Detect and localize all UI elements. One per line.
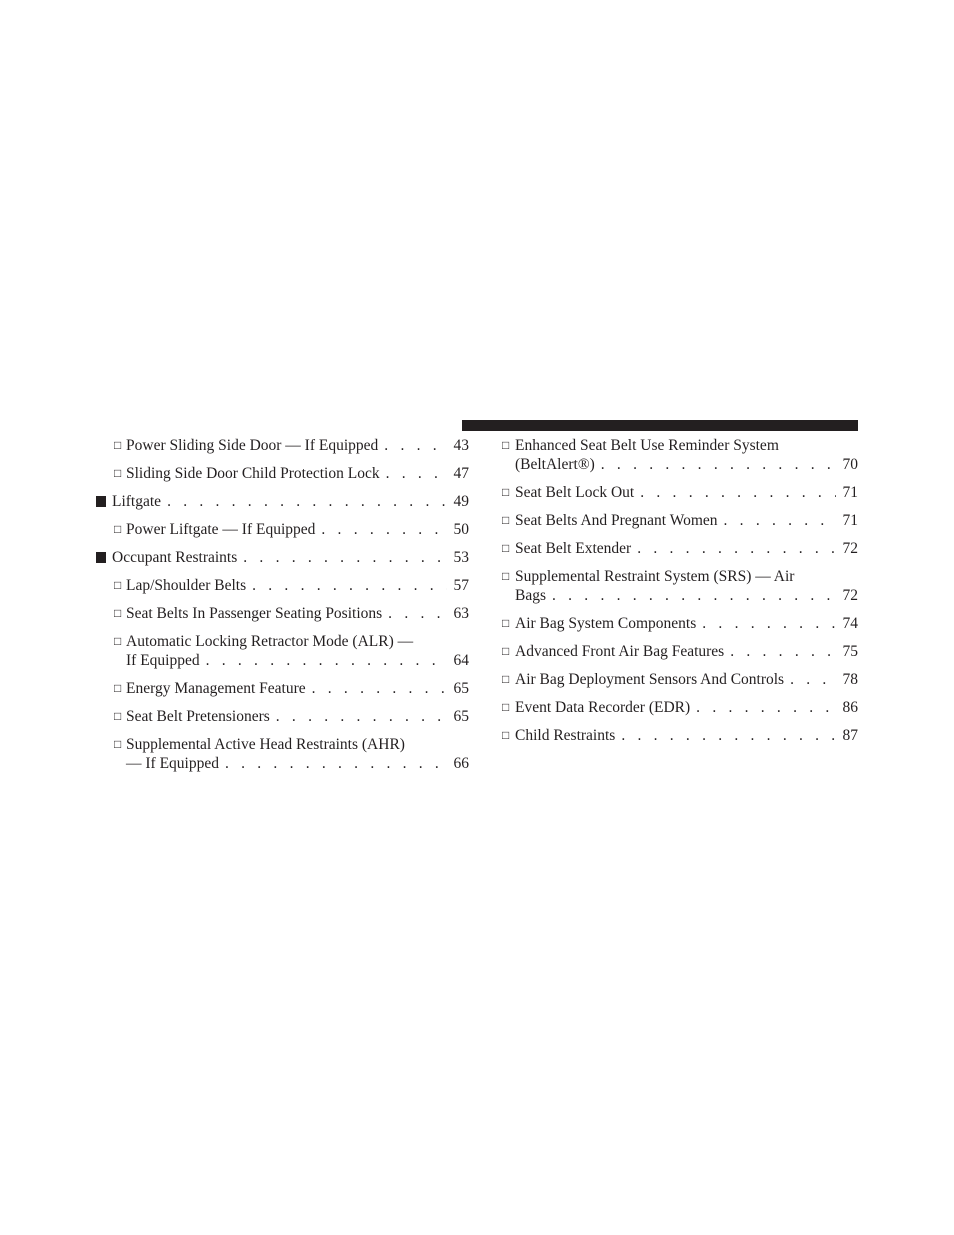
hollow-square-bullet-icon: □ xyxy=(502,616,510,630)
hollow-square-bullet-icon: □ xyxy=(114,709,122,723)
hollow-square-bullet-icon: □ xyxy=(502,672,510,686)
toc-subsection-entry[interactable] xyxy=(96,735,469,773)
toc-entry-title: Sliding Side Door Child Protection Lock xyxy=(126,465,380,482)
toc-entry-title: Energy Management Feature xyxy=(126,680,306,697)
toc-entry-title: Seat Belts And Pregnant Women xyxy=(515,512,718,529)
toc-subsection-entry[interactable] xyxy=(96,520,469,539)
page-number: 86 xyxy=(842,699,858,716)
toc-subsection-entry[interactable] xyxy=(502,614,858,633)
dot-leader xyxy=(637,539,836,558)
toc-subsection-entry[interactable] xyxy=(502,670,858,689)
page-number: 65 xyxy=(453,680,469,697)
hollow-square-bullet-icon: □ xyxy=(114,438,122,452)
dot-leader xyxy=(252,576,447,595)
page-number: 43 xyxy=(453,437,469,454)
page-number: 66 xyxy=(453,755,469,772)
page-number: 70 xyxy=(842,456,858,473)
hollow-square-bullet-icon: □ xyxy=(502,644,510,658)
toc-entry-title: Lap/Shoulder Belts xyxy=(126,577,247,594)
page-number: 49 xyxy=(453,493,469,510)
toc-subsection-entry[interactable] xyxy=(96,604,469,623)
dot-leader xyxy=(388,604,447,623)
hollow-square-bullet-icon: □ xyxy=(502,728,510,742)
page-number: 47 xyxy=(453,465,469,482)
page-number: 53 xyxy=(453,549,469,566)
page-number: 75 xyxy=(842,643,858,660)
toc-entry-title: Air Bag Deployment Sensors And Controls xyxy=(515,671,785,688)
toc-entry-title: Seat Belt Lock Out xyxy=(515,484,635,501)
toc-subsection-entry[interactable] xyxy=(96,436,469,455)
dot-leader xyxy=(724,511,836,530)
toc-entry-title: Advanced Front Air Bag Features xyxy=(515,643,725,660)
page-number: 65 xyxy=(453,708,469,725)
toc-subsection-entry[interactable] xyxy=(502,642,858,661)
hollow-square-bullet-icon: □ xyxy=(502,569,510,583)
dot-leader xyxy=(225,754,447,773)
toc-subsection-entry[interactable] xyxy=(96,707,469,726)
toc-subsection-entry[interactable] xyxy=(502,539,858,558)
dot-leader xyxy=(167,492,447,511)
page-number: 64 xyxy=(453,652,469,669)
toc-subsection-entry[interactable] xyxy=(96,464,469,483)
toc-entry-title: Supplemental Active Head Restraints (AHR) xyxy=(126,736,405,753)
toc-section-entry[interactable] xyxy=(96,492,469,511)
toc-entry-title: Seat Belts In Passenger Seating Positions xyxy=(126,605,383,622)
page-number: 72 xyxy=(842,587,858,604)
dot-leader xyxy=(730,642,836,661)
hollow-square-bullet-icon: □ xyxy=(114,606,122,620)
page-number: 74 xyxy=(842,615,858,632)
toc-subsection-entry[interactable] xyxy=(96,632,469,670)
dot-leader xyxy=(702,614,836,633)
toc-entry-title: Supplemental Restraint System (SRS) — Air xyxy=(515,568,795,585)
dot-leader xyxy=(696,698,836,717)
hollow-square-bullet-icon: □ xyxy=(502,513,510,527)
page-number: 71 xyxy=(842,512,858,529)
filled-square-bullet-icon xyxy=(96,552,106,563)
hollow-square-bullet-icon: □ xyxy=(114,522,122,536)
dot-leader xyxy=(321,520,447,539)
page-number: 63 xyxy=(453,605,469,622)
toc-entry-title-continued: Bags xyxy=(515,587,546,604)
dot-leader xyxy=(601,455,836,474)
page-number: 71 xyxy=(842,484,858,501)
hollow-square-bullet-icon: □ xyxy=(502,438,510,452)
section-header-bar xyxy=(462,420,858,431)
toc-entry-title: Child Restraints xyxy=(515,727,616,744)
page-number: 87 xyxy=(842,727,858,744)
toc-entry-title: Automatic Locking Retractor Mode (ALR) — xyxy=(126,633,414,650)
hollow-square-bullet-icon: □ xyxy=(114,466,122,480)
page-number: 78 xyxy=(842,671,858,688)
page-number: 50 xyxy=(453,521,469,538)
toc-subsection-entry[interactable] xyxy=(502,726,858,745)
hollow-square-bullet-icon: □ xyxy=(502,541,510,555)
hollow-square-bullet-icon: □ xyxy=(114,681,122,695)
filled-square-bullet-icon xyxy=(96,496,106,507)
hollow-square-bullet-icon: □ xyxy=(114,737,122,751)
hollow-square-bullet-icon: □ xyxy=(502,700,510,714)
toc-entry-title: Enhanced Seat Belt Use Reminder System xyxy=(515,437,779,454)
toc-subsection-entry[interactable] xyxy=(96,679,469,698)
dot-leader xyxy=(640,483,836,502)
dot-leader xyxy=(206,651,447,670)
toc-entry-title: Liftgate xyxy=(112,493,162,510)
toc-subsection-entry[interactable] xyxy=(502,436,858,474)
dot-leader xyxy=(312,679,447,698)
toc-entry-title-continued: (BeltAlert®) xyxy=(515,456,595,473)
toc-left-column xyxy=(96,436,469,782)
toc-entry-title: Seat Belt Pretensioners xyxy=(126,708,270,725)
toc-entry-title-continued: — If Equipped xyxy=(126,755,219,772)
dot-leader xyxy=(552,586,836,605)
toc-subsection-entry[interactable] xyxy=(502,567,858,605)
toc-subsection-entry[interactable] xyxy=(502,483,858,502)
page-number: 57 xyxy=(453,577,469,594)
hollow-square-bullet-icon: □ xyxy=(502,485,510,499)
hollow-square-bullet-icon: □ xyxy=(114,634,122,648)
toc-entry-title: Air Bag System Components xyxy=(515,615,697,632)
hollow-square-bullet-icon: □ xyxy=(114,578,122,592)
toc-subsection-entry[interactable] xyxy=(502,511,858,530)
toc-entry-title-continued: If Equipped xyxy=(126,652,200,669)
dot-leader xyxy=(386,464,447,483)
dot-leader xyxy=(621,726,836,745)
dot-leader xyxy=(243,548,447,567)
toc-subsection-entry[interactable] xyxy=(502,698,858,717)
dot-leader xyxy=(276,707,447,726)
dot-leader xyxy=(384,436,447,455)
toc-entry-title: Seat Belt Extender xyxy=(515,540,632,557)
page-number: 72 xyxy=(842,540,858,557)
toc-section-entry[interactable] xyxy=(96,548,469,567)
toc-entry-title: Power Liftgate — If Equipped xyxy=(126,521,316,538)
toc-right-column xyxy=(502,436,858,754)
toc-subsection-entry[interactable] xyxy=(96,576,469,595)
toc-entry-title: Occupant Restraints xyxy=(112,549,238,566)
toc-entry-title: Event Data Recorder (EDR) xyxy=(515,699,691,716)
toc-entry-title: Power Sliding Side Door — If Equipped xyxy=(126,437,379,454)
dot-leader xyxy=(790,670,836,689)
